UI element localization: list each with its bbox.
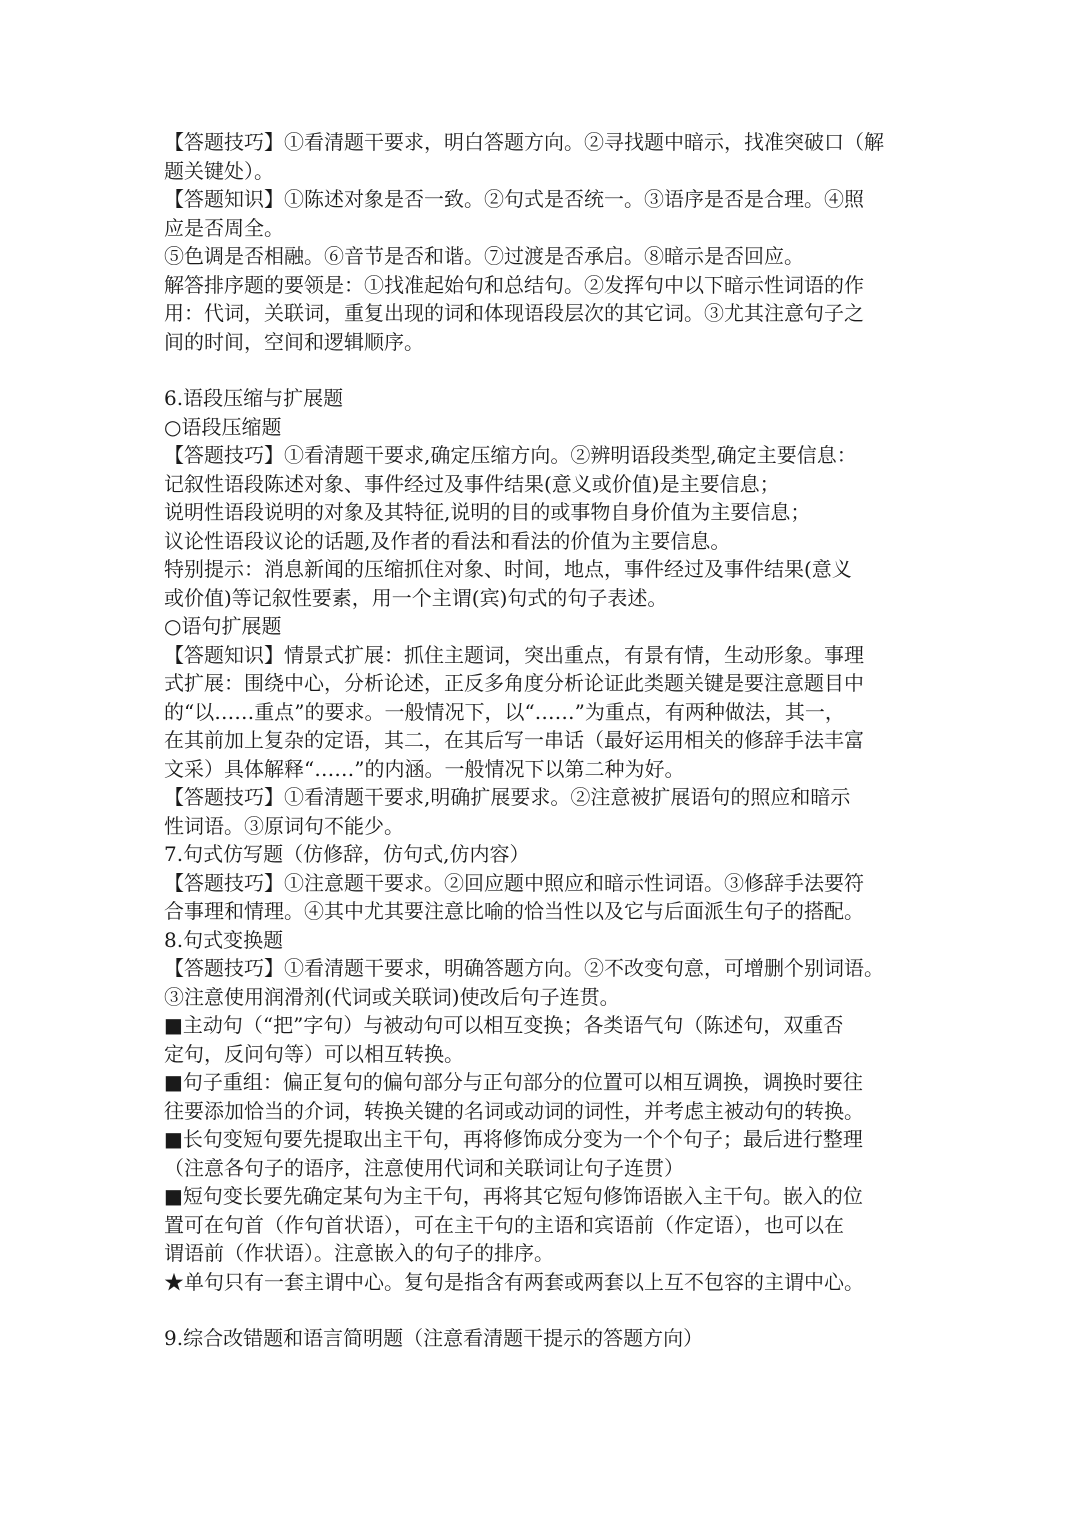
- text-line: 特别提示：消息新闻的压缩抓住对象、时间，地点，事件经过及事件结果(意义: [164, 557, 852, 581]
- text-line: ■句子重组：偏正复句的偏句部分与正句部分的位置可以相互调换，调换时要往: [164, 1070, 863, 1094]
- text-line: 【答题技巧】①看清题干要求，明确答题方向。②不改变句意，可增删个别词语。: [164, 956, 884, 980]
- text-line: ★单句只有一套主谓中心。复句是指含有两套或两套以上互不包容的主谓中心。: [164, 1269, 864, 1294]
- text-line: 的“以……重点”的要求。一般情况下，以“……”为重点，有两种做法，其一，: [164, 699, 845, 724]
- section-heading: 7.句式仿写题（仿修辞，仿句式,仿内容）: [164, 842, 530, 866]
- text-line: 【答题知识】情景式扩展：抓住主题词，突出重点，有景有情，生动形象。事理: [164, 642, 864, 667]
- text-line: ■主动句（“把”字句）与被动句可以相互变换；各类语气句（陈述句，双重否: [164, 1013, 844, 1037]
- section-heading: 8.句式变换题: [164, 927, 284, 952]
- subsection-heading: ○语段压缩题: [164, 414, 282, 439]
- text-line: 【答题技巧】①注意题干要求。②回应题中照应和暗示性词语。③修辞手法要符: [164, 870, 864, 895]
- section-heading: 6.语段压缩与扩展题: [164, 386, 344, 410]
- text-line: 或价值)等记叙性要素，用一个主谓(宾)句式的句子表述。: [164, 585, 668, 610]
- text-line: ⑤色调是否相融。⑥音节是否和谐。⑦过渡是否承启。⑧暗示是否回应。: [164, 244, 804, 268]
- text-line: 记叙性语段陈述对象、事件经过及事件结果(意义或价值)是主要信息；: [164, 471, 780, 496]
- text-line: 【答题技巧】①看清题干要求,确定压缩方向。②辨明语段类型,确定主要信息：: [164, 443, 857, 467]
- text-line: 往要添加恰当的介词，转换关键的名词或动词的词性，并考虑主被动句的转换。: [164, 1098, 864, 1123]
- text-line: 【答题技巧】①看清题干要求，明白答题方向。②寻找题中暗示，找准突破口（解: [164, 130, 884, 154]
- text-line: 性词语。③原词句不能少。: [164, 813, 404, 838]
- section-heading: 9.综合改错题和语言简明题（注意看清题干提示的答题方向）: [164, 1326, 704, 1350]
- text-line: 在其前加上复杂的定语，其二，在其后写一串话（最好运用相关的修辞手法丰富: [164, 728, 864, 752]
- text-line: 题关键处）。: [164, 158, 274, 183]
- text-line: 【答题知识】①陈述对象是否一致。②句式是否统一。③语序是否是合理。④照: [164, 187, 864, 211]
- text-line: 解答排序题的要领是：①找准起始句和总结句。②发挥句中以下暗示性词语的作: [164, 272, 864, 297]
- text-line: 【答题技巧】①看清题干要求,明确扩展要求。②注意被扩展语句的照应和暗示: [164, 785, 851, 809]
- text-line: ■长句变短句要先提取出主干句，再将修饰成分变为一个个句子；最后进行整理: [164, 1127, 863, 1151]
- text-line: 间的时间，空间和逻辑顺序。: [164, 329, 424, 354]
- text-line: 应是否周全。: [164, 215, 284, 240]
- subsection-heading: ○语句扩展题: [164, 614, 282, 638]
- text-line: 定句，反问句等）可以相互转换。: [164, 1041, 464, 1066]
- text-line: 议论性语段议论的话题,及作者的看法和看法的价值为主要信息。: [164, 528, 731, 553]
- text-line: 置可在句首（作句首状语），可在主干句的主语和宾语前（作定语），也可以在: [164, 1212, 844, 1237]
- text-line: 用：代词，关联词，重复出现的词和体现语段层次的其它词。③尤其注意句子之: [164, 301, 864, 325]
- text-line: 谓语前（作状语）。注意嵌入的句子的排序。: [164, 1241, 554, 1265]
- text-line: ③注意使用润滑剂(代词或关联词)使改后句子连贯。: [164, 984, 620, 1009]
- text-line: （注意各句子的语序，注意使用代词和关联词让句子连贯）: [164, 1155, 684, 1180]
- document-page: [164, 128, 920, 1353]
- paragraph-gap: [164, 356, 920, 384]
- text-line: 合事理和情理。④其中尤其要注意比喻的恰当性以及它与后面派生句子的搭配。: [164, 899, 864, 923]
- paragraph-gap: [164, 1296, 920, 1324]
- text-line: 说明性语段说明的对象及其特征,说明的目的或事物自身价值为主要信息；: [164, 500, 811, 524]
- text-line: 式扩展：围绕中心，分析论述，正反多角度分析论证此类题关键是要注意题目中: [164, 671, 864, 695]
- text-line: ■短句变长要先确定某句为主干句，再将其它短句修饰语嵌入主干句。嵌入的位: [164, 1184, 863, 1208]
- text-line: 文采）具体解释“……”的内涵。一般情况下以第二种为好。: [164, 756, 685, 781]
